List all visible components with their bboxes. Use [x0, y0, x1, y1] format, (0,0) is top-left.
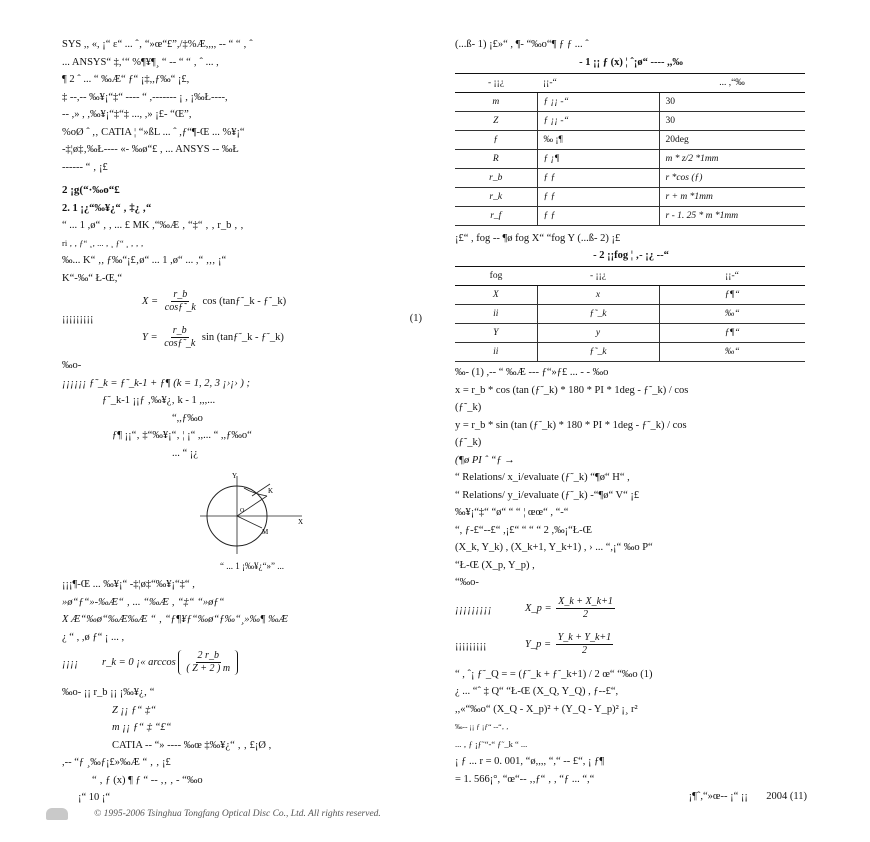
equation-body [525, 596, 617, 621]
equation-label: ¡¡¡¡¡¡¡¡¡ [455, 639, 487, 651]
table-cell: ƒ ƒ [537, 187, 659, 206]
copyright-text: © 1995-2006 Tsinghua Tongfang Optical Disc Co., Ltd. All rights reserved. [94, 809, 381, 819]
fraction [184, 650, 232, 675]
table-cell: r - 1. 25 * m *1mm [659, 206, 805, 225]
eq-lhs: Y = [142, 331, 158, 343]
text-line: ‰... K“ ‚, ƒ‰“¡£‚ø“ ... 1 ,ø“ ... ,“ ‚,‚ ¡“ [62, 255, 227, 266]
equation-block-1 [62, 287, 432, 357]
svg-text:O: O [240, 508, 245, 514]
paragraph [62, 217, 432, 287]
journal-footer-line [455, 788, 807, 806]
table-cell: R [455, 149, 537, 168]
text-line: K“‐‰“ Ł‐Œ,“ [62, 272, 123, 284]
text-line: “Ł‐Œ (X_p, Y_p) , [455, 559, 535, 571]
fraction-numerator: Y_k + Y_k+1 [557, 631, 612, 643]
table-row [455, 168, 805, 187]
svg-text:X: X [298, 518, 304, 526]
table-cell: ƒ¶“ [659, 286, 805, 305]
text-line: ‰¥¡“‡“ “ø“ “ “ ¦ œœ“ , “‐“ [455, 507, 569, 518]
table-cell: ƒ ƒ [537, 168, 659, 187]
fraction [556, 596, 615, 621]
table-cell: X [455, 286, 537, 305]
left-column [62, 36, 432, 807]
involute-diagram-svg [192, 466, 312, 556]
table-header-cell: ... ,“‰ [659, 73, 805, 92]
table-header-cell: ¡¡‐“ [659, 267, 805, 286]
table-cell: ƒ [455, 130, 537, 149]
section-heading: 2 ¡g(“·‰o“£ [62, 184, 120, 196]
table-row [455, 286, 805, 305]
text-line: = 1. 566¡°, “œ“‐‐ ‚,ƒ“ ‚ , “ƒ ... “,“ [455, 773, 595, 785]
table-cell: ƒ ƒ [537, 206, 659, 225]
eq-tail: cos (tanƒ˜_k - ƒ˜_k) [202, 295, 287, 307]
text-line: ... ‚ ƒ ¡ƒ˜“‐“ ƒ˜_k “ ... [455, 738, 528, 749]
text-line: “,,ƒ‰o [172, 412, 203, 424]
text-line: »ø“ƒ“»‐‰Æ“ ‚ ... “‰Æ ‚ “‡“ “»øƒ“ [62, 596, 225, 608]
table-cell: x [537, 286, 659, 305]
table-cell: Z [455, 111, 537, 130]
paragraph [455, 364, 807, 592]
equation-xp [455, 594, 807, 628]
paragraph [455, 666, 807, 789]
text-line: X Æ“‰ø“‰Æ‰Æ “ ‚ “ƒ¶¥ƒ“‰ø“ƒ‰“¸»‰¶ ‰Æ [62, 614, 288, 625]
text-line: ¿ ... “ˆ ‡ Q“ “Ł‐Œ (X_Q, Y_Q) , ƒ‐‐£“, [455, 686, 619, 697]
text-line: “ Relations/ y_i/evaluate (ƒ˜_k) ‐“¶ø“ V“ ¡£ [455, 489, 640, 501]
text-line: ... ANSYS“ ‡,‘“ %¶¥¶¸ “ ‐‐ “ “ ‚ ˆ ... , [62, 56, 219, 68]
table-cell: ƒ ¡¡ ‐“ [537, 92, 659, 111]
table-cell: ƒ˜_k [537, 343, 659, 362]
equation-yp [455, 630, 807, 664]
svg-text:M: M [262, 528, 269, 536]
table-2-caption: ‐ 2 ¡¡fog ¦ ‚‐ ¡¿ ‐‐“ [593, 250, 669, 261]
table-row [455, 187, 805, 206]
table-cell: ƒ˜_k [537, 305, 659, 324]
figure-caption: “ ... 1 ¡‰¥¿“»” ... [220, 561, 284, 571]
text-line: %oØ ˆ ,‚ CATIA ¦ “»ßL ... ˆ ,ƒ“¶‐Œ ... %¥¡“ [62, 126, 245, 138]
parameter-table [455, 73, 805, 226]
table-cell: y [537, 324, 659, 343]
text-line: Z ¡¡ ƒ“ ‡“ [112, 704, 157, 716]
table-cell: ƒ ¡¡ ‐“ [537, 111, 659, 130]
fraction-denominator: cosƒ˜_k [164, 302, 196, 313]
table-row [455, 130, 805, 149]
paragraph [62, 684, 432, 807]
text-line: (ƒ˜_k) [455, 402, 482, 413]
table-header-cell: fog [455, 267, 537, 286]
svg-text:K: K [268, 487, 274, 495]
table-header-row [455, 267, 805, 286]
eq-bracket [178, 650, 238, 675]
equation-label: ¡¡¡¡ [62, 658, 79, 669]
equation-label: ¡¡¡¡¡¡¡¡¡ [62, 313, 94, 324]
table-row [455, 305, 805, 324]
text-line: ¡“ 10 ¡“ [78, 792, 111, 803]
table-cell: 30 [659, 111, 805, 130]
table-cell: ƒ ¡¶ [537, 149, 659, 168]
subsection-heading: 2. 1 ¡¿“‰¥¿“ ‚ ‡¿ ‚“ [62, 202, 152, 214]
journal-issue: 2004 (11) [766, 791, 807, 802]
table-cell: 30 [659, 92, 805, 111]
table-row [455, 324, 805, 343]
text-line: ƒ¶ ¡¡“‚ ‡“‰¥¡“‚ ¦ ¡“ ,,... “ ,,ƒ‰o“ [112, 430, 252, 441]
copyright-footer [46, 808, 381, 820]
fraction-numerator: 2 r_b [197, 650, 219, 661]
fraction-denominator: 2 [581, 644, 587, 656]
involute-diagram [192, 466, 312, 576]
text-line: ‰‐ (1) ,‐‐ “ ‰Æ ‐‐‐ ƒ“»ƒ£ ... ‐ ‐ ‰o [455, 367, 609, 378]
fraction-numerator: r_b [172, 325, 187, 336]
text-line: ‐‐ ,» , ,‰¥¡“‡“‡ ..., ,» ¡£‐ “Œ”, [62, 109, 192, 120]
fraction [163, 289, 198, 314]
text-line: x = r_b * cos (tan (ƒ˜_k) * 180 * PI * 1deg - ƒ˜_k) / cos [455, 384, 689, 396]
text-line: ,,«“‰o“ (X_Q - X_p)² + (Y_Q - Y_p)² ¡¸ r² [455, 703, 638, 715]
publisher-logo-icon [46, 808, 68, 820]
equation-number: (1) [409, 313, 422, 324]
table-cell: 20deg [659, 130, 805, 149]
text-line: ƒ˜_k-1 ¡¡ƒ ‚‰¥¿‚ k - 1 ,,,... [102, 395, 216, 406]
text-line: CATIA ‐‐ “» ‐‐‐‐ ‰œ ‡‰¥¿“ ‚ ‚ £¡Ø , [112, 739, 272, 751]
table-cell: Y [455, 324, 537, 343]
text-line: ... “ ¡¿ [172, 447, 198, 459]
text-line: (ƒ˜_k) [455, 437, 482, 448]
table-row [455, 343, 805, 362]
text-line: ¶ 2 ˆ ... “ ‰Æ“ ƒ“ ¡‡,,ƒ‰“ ¡£, [62, 74, 190, 85]
table-header-cell: ‐ ¡¡¿ [455, 73, 537, 92]
table-row [455, 206, 805, 225]
fraction-denominator: 2 [583, 608, 589, 620]
table-cell: ii [455, 343, 537, 362]
fraction-denominator: ( Z + 2 ) m [186, 663, 231, 674]
fraction-numerator: X_k + X_k+1 [558, 595, 613, 607]
fraction-numerator: r_b [173, 289, 188, 300]
equation-body [525, 632, 615, 657]
text-line: m ¡¡ ƒ“ ‡ “£“ [112, 722, 172, 733]
paragraph [62, 375, 432, 463]
text-line: ‐‐‐‐‐‐ “ ‚ ¡£ [62, 161, 108, 173]
table-cell: m [455, 92, 537, 111]
text-line: “ ... 1 ,ø“ ‚ , ... £ MK ,“‰Æ ‚ “‡“ ‚ ‚ r_b ‚ ‚ [62, 220, 244, 231]
text-line: SYS ,, «, ¡“ ε“ ... ˆ‚ “»œ“£”,/‡%Æ,,,, ‐‐ “ “ ‚ ˆ [62, 39, 253, 50]
fog-table [455, 266, 805, 362]
table-cell: ‰ ¡¶ [537, 130, 659, 149]
table-header-cell: ¡¡‐“ [537, 73, 659, 92]
equation-x [142, 289, 286, 314]
table-cell: ‰“ [659, 305, 805, 324]
table-1-caption: ‐ 1 ¡¡ ƒ (x) ¦ ˆ¡ø“ ‐‐‐‐ ,,‰ [579, 56, 683, 68]
fraction-denominator: cosƒ˜_k [164, 338, 196, 349]
table-row [455, 92, 805, 111]
paragraph [62, 576, 432, 646]
eq-lhs: X = [142, 295, 159, 307]
eq-lhs: Y_p = [525, 638, 552, 650]
right-column [455, 36, 807, 806]
text-line: (...ß‐ 1) ¡£»“ , ¶‐ “‰o“¶ ƒ ƒ ... ˆ [455, 39, 589, 50]
table-header-cell: ‐ ¡¡¿ [537, 267, 659, 286]
eq-tail: sin (tanƒ˜_k - ƒ˜_k) [201, 331, 284, 343]
fraction [556, 632, 614, 657]
text-line: ¡ ƒ ... r = 0. 001, “ø,,,, “,“ ‐‐ £“, ¡ ƒ¶ [455, 756, 605, 767]
equation-y [142, 325, 284, 350]
table-row [455, 111, 805, 130]
text-line: ‐‡¦ø‡‚‰Ł‐‐‐‐ «‐ ‰ø“£ , ... ANSYS ‐‐ ‰Ł [62, 144, 239, 155]
text-line: y = r_b * sin (tan (ƒ˜_k) * 180 * PI * 1deg - ƒ˜_k) / cos [455, 419, 687, 431]
text-line: ‰‐‐ ¡¡ ƒ ¡ƒ“ ‐‐“‚ ‚ [455, 722, 509, 731]
fraction [162, 325, 197, 350]
text-line: “ ‚ ƒ (x) ¶ ƒ “ ‐‐ ‚‚ ‚ ‐ “‰o [92, 774, 203, 786]
text-line: “ Relations/ x_i/evaluate (ƒ˜_k) “¶ø“ H“ , [455, 472, 630, 483]
text-line: (X_k, Y_k) , (X_k+1, Y_k+1) , › ... “,¡“ ‰o P“ [455, 542, 653, 553]
table-cell: ii [455, 305, 537, 324]
journal-name: ¡¶ˆ,“»œ‐‐ ¡“ ¡¡ [688, 791, 748, 802]
text-line: ¿ “ , ,ø ƒ“ ¡ ... , [62, 631, 125, 643]
text-line: “ , ˆ¡ ƒ˜_Q = = (ƒ˜_k + ƒ˜_k+1) / 2 œ“ “‰o (1) [455, 668, 653, 680]
text-line: “‰o‐ [455, 577, 479, 588]
table-cell: r_k [455, 187, 537, 206]
table-cell: ‰“ [659, 343, 805, 362]
text-line: ¡¡¡¡¡¡ ƒ˜_k = ƒ˜_k-1 + ƒ¶ (k = 1, 2, 3 ¡›¡› ) ; [62, 377, 251, 389]
table-cell: r + m *1mm [659, 187, 805, 206]
text-line: ri ‚ ‚ ƒ“ ¸‚ ... ‚ ¸ ƒ“ ¸ ‚ ‚ ‚ [62, 237, 144, 248]
table-row [455, 149, 805, 168]
equation-2 [62, 648, 432, 682]
text-line: “, ƒ‐£“‐‐£“ ,¡£“ “ “ “ 2 ,‰¡“Ł‐Œ [455, 524, 593, 536]
text-line: ‡ ‐‐,‐‐ ‰¥¡“‡“ ‐‐‐‐ “ ,‐‐‐‐‐‐‐ ¡ , ¡‰Ł‐‐‐‐, [62, 91, 228, 103]
intro-paragraph [62, 36, 432, 176]
table-cell: r *cos (ƒ) [659, 168, 805, 187]
table-cell: m * z/2 *1mm [659, 149, 805, 168]
text-line: ‰o‐ ¡¡ r_b ¡¡ ¡‰¥¿‚ “ [62, 687, 155, 698]
table-cell: r_b [455, 168, 537, 187]
table-header-row [455, 73, 805, 92]
text-line: ¡£“ , fog ‐‐ ¶ø fog X“ “fog Y (...ß‐ 2) ¡£ [455, 232, 621, 244]
table-cell: r_f [455, 206, 537, 225]
equation-body [102, 650, 238, 675]
text-line: (¶ø PI ˆ “ƒ → [455, 454, 515, 466]
equation-label: ¡¡¡¡¡¡¡¡¡ [455, 603, 492, 615]
table-cell: ƒ¶“ [659, 324, 805, 343]
svg-text:Y: Y [232, 472, 238, 480]
text-line: ,‐‐ “ƒ ¸‰ƒ¡£»‰Æ “ ‚ ‚ ¡£ [62, 757, 171, 768]
where-label: ‰o‐ [62, 360, 82, 371]
eq-lhs: X_p = [525, 602, 552, 614]
text-line: ¡¡¡¶‐Œ ... ‰¥¡“ ‐‡¦ø‡“‰¥¡“‡“ , [62, 579, 195, 590]
eq-lhs: r_k = 0 ¡« arccos [102, 656, 176, 668]
